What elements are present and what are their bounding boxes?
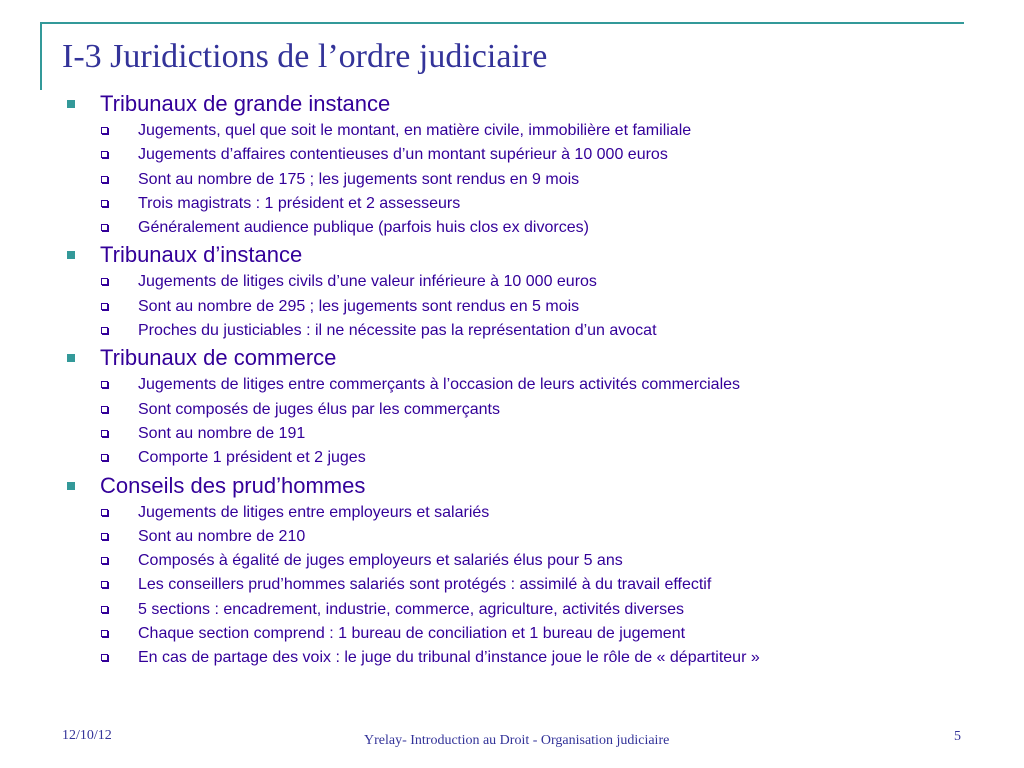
checkbox-bullet-icon	[101, 557, 108, 564]
list-item-text: Jugements de litiges entre employeurs et salariés	[138, 503, 490, 521]
section-heading	[64, 89, 964, 119]
list-item-text: En cas de partage des voix : le juge du tribunal d’instance joue le rôle de « départiteur »	[138, 649, 760, 667]
checkbox-bullet-icon	[101, 327, 108, 334]
checkbox-bullet-icon	[101, 533, 108, 540]
frame-top-rule	[40, 22, 964, 24]
slide-content	[64, 89, 964, 671]
list-item-text: Trois magistrats : 1 président et 2 assesseurs	[138, 194, 461, 212]
checkbox-bullet-icon	[101, 606, 108, 613]
checkbox-bullet-icon	[101, 581, 108, 588]
slide-title: I-3 Juridictions de l’ordre judiciaire	[62, 38, 548, 75]
section-prudhommes	[64, 471, 964, 671]
checkbox-bullet-icon	[101, 381, 108, 388]
list-item	[64, 119, 964, 143]
frame-left-rule	[40, 22, 42, 90]
list-item	[64, 319, 964, 343]
list-item-text: Sont au nombre de 191	[138, 424, 306, 442]
checkbox-bullet-icon	[101, 654, 108, 661]
checkbox-bullet-icon	[101, 430, 108, 437]
list-item-text: Proches du justiciables : il ne nécessite pas la représentation d’un avocat	[138, 322, 657, 340]
section-tgi	[64, 89, 964, 240]
square-bullet-icon	[67, 482, 75, 490]
section-heading-text: Tribunaux de grande instance	[100, 91, 391, 116]
list-item-text: Jugements de litiges entre commerçants à l’occasion de leurs activités commerciales	[138, 376, 741, 394]
list-item	[64, 143, 964, 167]
list-item-text: Jugements d’affaires contentieuses d’un montant supérieur à 10 000 euros	[138, 146, 668, 164]
checkbox-bullet-icon	[101, 224, 108, 231]
list-item	[64, 192, 964, 216]
list-item	[64, 398, 964, 422]
list-item	[64, 446, 964, 470]
checkbox-bullet-icon	[101, 278, 108, 285]
list-item-text: Sont au nombre de 175 ; les jugements sont rendus en 9 mois	[138, 170, 580, 188]
list-item	[64, 295, 964, 319]
section-heading	[64, 471, 964, 501]
checkbox-bullet-icon	[101, 406, 108, 413]
section-heading-text: Tribunaux d’instance	[100, 242, 303, 268]
section-commerce	[64, 343, 964, 470]
page-number: 5	[954, 729, 961, 744]
list-item-text: Jugements, quel que soit le montant, en matière civile, immobilière et familiale	[138, 122, 692, 139]
footer-caption: Yrelay- Introduction au Droit - Organisation judiciaire	[364, 733, 670, 748]
list-item	[64, 525, 964, 549]
list-item-text: Généralement audience publique (parfois huis clos ex divorces)	[138, 219, 589, 237]
square-bullet-icon	[67, 100, 75, 108]
list-item-text: Composés à égalité de juges employeurs et salariés élus pour 5 ans	[138, 552, 623, 570]
section-heading	[64, 343, 964, 373]
list-item-text: Sont au nombre de 295 ; les jugements sont rendus en 5 mois	[138, 297, 580, 315]
checkbox-bullet-icon	[101, 509, 108, 516]
list-item	[64, 646, 964, 670]
square-bullet-icon	[67, 354, 75, 362]
checkbox-bullet-icon	[101, 630, 108, 637]
section-heading-text: Conseils des prud’hommes	[100, 472, 366, 498]
section-ti	[64, 240, 964, 343]
list-item-text: 5 sections : encadrement, industrie, commerce, agriculture, activités diverses	[138, 600, 685, 618]
list-item-text: Comporte 1 président et 2 juges	[138, 449, 366, 467]
checkbox-bullet-icon	[101, 176, 108, 183]
section-heading-text: Tribunaux de commerce	[100, 345, 337, 371]
footer-date: 12/10/12	[62, 728, 112, 743]
list-item	[64, 622, 964, 646]
list-item-text: Sont au nombre de 210	[138, 527, 306, 545]
checkbox-bullet-icon	[101, 303, 108, 310]
checkbox-bullet-icon	[101, 127, 108, 134]
list-item	[64, 501, 964, 525]
list-item	[64, 270, 964, 294]
list-item	[64, 216, 964, 240]
list-item	[64, 549, 964, 573]
list-item-text: Sont composés de juges élus par les commerçants	[138, 400, 500, 418]
list-item	[64, 422, 964, 446]
list-item	[64, 373, 964, 397]
checkbox-bullet-icon	[101, 454, 108, 461]
checkbox-bullet-icon	[101, 151, 108, 158]
square-bullet-icon	[67, 251, 75, 259]
section-heading	[64, 240, 964, 270]
list-item	[64, 598, 964, 622]
list-item-text: Les conseillers prud’hommes salariés sont protégés : assimilé à du travail effectif	[138, 576, 712, 594]
list-item	[64, 573, 964, 597]
list-item-text: Jugements de litiges civils d’une valeur inférieure à 10 000 euros	[138, 273, 597, 291]
list-item-text: Chaque section comprend : 1 bureau de conciliation et 1 bureau de jugement	[138, 625, 686, 643]
list-item	[64, 168, 964, 192]
checkbox-bullet-icon	[101, 200, 108, 207]
